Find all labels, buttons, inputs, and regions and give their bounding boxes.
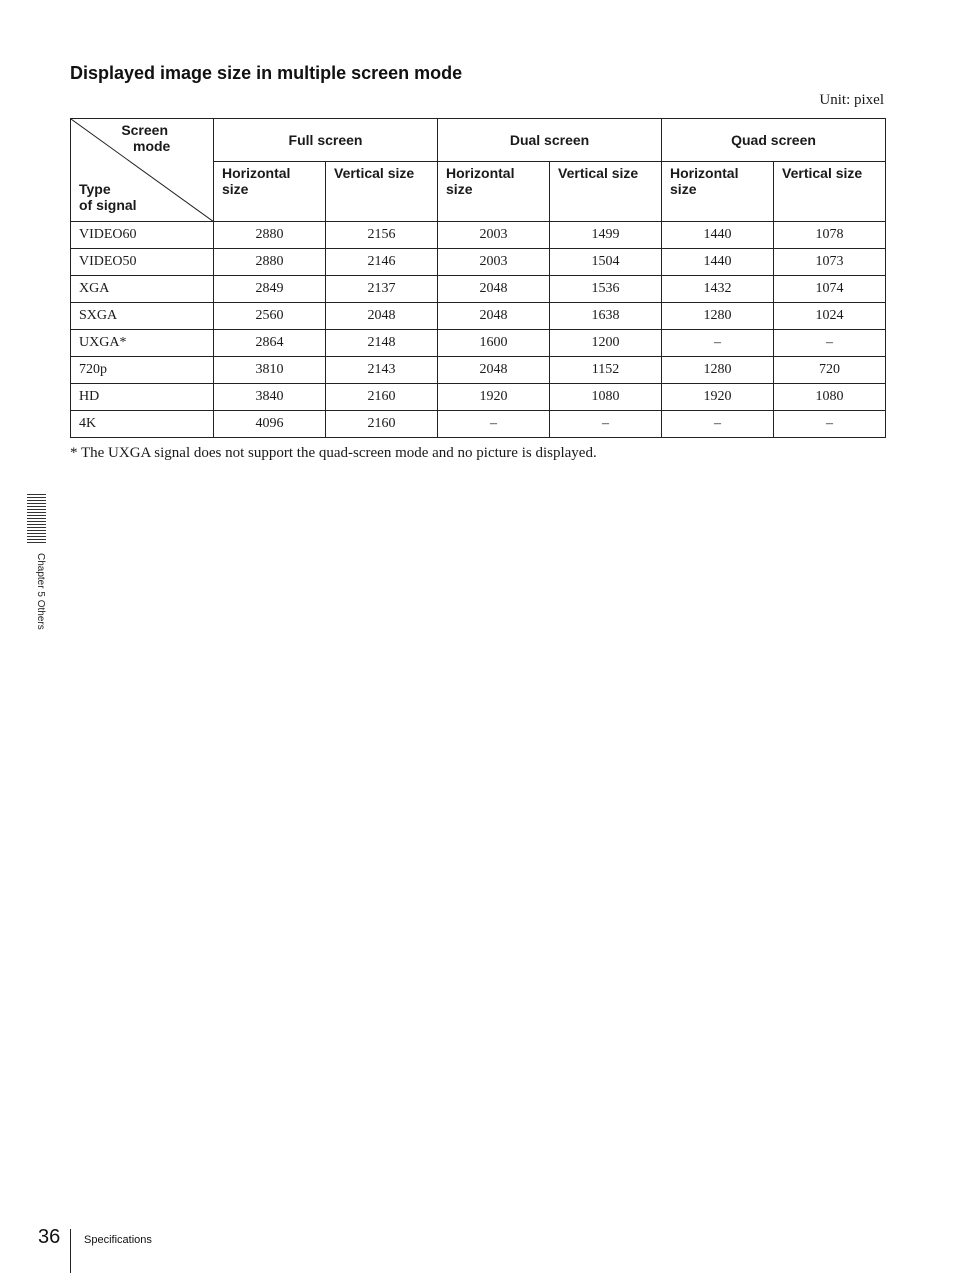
- value-cell: 3810: [214, 357, 326, 384]
- value-cell: 1280: [662, 357, 774, 384]
- value-cell: 2143: [326, 357, 438, 384]
- value-cell: 1440: [662, 222, 774, 249]
- value-cell: 2160: [326, 384, 438, 411]
- corner-screen-text: Screen: [121, 122, 169, 138]
- subheader-horizontal-size: Horizontal size: [438, 162, 550, 222]
- value-cell: 1073: [774, 249, 886, 276]
- table-row: [71, 276, 886, 303]
- value-cell: 1078: [774, 222, 886, 249]
- subheader-vertical-size: Vertical size: [326, 162, 438, 222]
- value-cell: 2048: [438, 357, 550, 384]
- value-cell: 2048: [326, 303, 438, 330]
- subheader-vertical-size: Vertical size: [550, 162, 662, 222]
- table-row: [71, 222, 886, 249]
- value-cell: –: [662, 330, 774, 357]
- header-full-screen: Full screen: [214, 119, 438, 162]
- table-row: [71, 330, 886, 357]
- table-row: [71, 249, 886, 276]
- value-cell: 1432: [662, 276, 774, 303]
- value-cell: 1080: [550, 384, 662, 411]
- value-cell: 2003: [438, 222, 550, 249]
- subheader-horizontal-size: Horizontal size: [214, 162, 326, 222]
- value-cell: 2137: [326, 276, 438, 303]
- table-row: [71, 384, 886, 411]
- chapter-tab-stripes: [27, 494, 46, 544]
- value-cell: 3840: [214, 384, 326, 411]
- value-cell: 2156: [326, 222, 438, 249]
- corner-screen-mode-label: [119, 122, 170, 154]
- corner-of-signal-text: of signal: [79, 197, 137, 213]
- section-heading: Displayed image size in multiple screen mode: [70, 63, 463, 83]
- value-cell: –: [550, 411, 662, 438]
- signal-type-cell: VIDEO60: [71, 222, 214, 249]
- signal-type-cell: 4K: [71, 411, 214, 438]
- value-cell: 4096: [214, 411, 326, 438]
- value-cell: –: [438, 411, 550, 438]
- value-cell: 2048: [438, 303, 550, 330]
- value-cell: 1080: [774, 384, 886, 411]
- value-cell: 2849: [214, 276, 326, 303]
- value-cell: 2880: [214, 249, 326, 276]
- footer-divider: [70, 1229, 71, 1273]
- page-number: 36: [38, 1226, 61, 1248]
- value-cell: 1504: [550, 249, 662, 276]
- value-cell: 2148: [326, 330, 438, 357]
- corner-type-text: Type: [79, 181, 111, 197]
- chapter-side-label: Chapter 5 Others: [35, 553, 46, 630]
- signal-type-cell: XGA: [71, 276, 214, 303]
- table-row: [71, 357, 886, 384]
- corner-signal-type-label: [79, 181, 137, 213]
- value-cell: 2160: [326, 411, 438, 438]
- value-cell: 1920: [438, 384, 550, 411]
- header-quad-screen: Quad screen: [662, 119, 886, 162]
- value-cell: 2048: [438, 276, 550, 303]
- value-cell: 2146: [326, 249, 438, 276]
- signal-type-cell: HD: [71, 384, 214, 411]
- header-dual-screen: Dual screen: [438, 119, 662, 162]
- table-row: [71, 411, 886, 438]
- value-cell: 1920: [662, 384, 774, 411]
- table-footnote: * The UXGA signal does not support the quad-screen mode and no picture is displayed.: [70, 445, 597, 461]
- subheader-horizontal-size: Horizontal size: [662, 162, 774, 222]
- value-cell: 1499: [550, 222, 662, 249]
- footer-section-name: Specifications: [84, 1234, 152, 1246]
- value-cell: 2864: [214, 330, 326, 357]
- value-cell: 1074: [774, 276, 886, 303]
- subheader-vertical-size: Vertical size: [774, 162, 886, 222]
- signal-type-cell: VIDEO50: [71, 249, 214, 276]
- value-cell: –: [774, 330, 886, 357]
- image-size-table: [70, 118, 886, 438]
- value-cell: 1024: [774, 303, 886, 330]
- signal-type-cell: 720p: [71, 357, 214, 384]
- value-cell: 1200: [550, 330, 662, 357]
- signal-type-cell: UXGA*: [71, 330, 214, 357]
- value-cell: 720: [774, 357, 886, 384]
- table-corner-cell: [71, 119, 214, 222]
- table-row: [71, 303, 886, 330]
- signal-type-cell: SXGA: [71, 303, 214, 330]
- value-cell: –: [662, 411, 774, 438]
- value-cell: 1638: [550, 303, 662, 330]
- value-cell: 1280: [662, 303, 774, 330]
- value-cell: 2560: [214, 303, 326, 330]
- value-cell: 2880: [214, 222, 326, 249]
- value-cell: 1152: [550, 357, 662, 384]
- value-cell: 2003: [438, 249, 550, 276]
- value-cell: 1536: [550, 276, 662, 303]
- value-cell: 1600: [438, 330, 550, 357]
- corner-mode-text: mode: [133, 138, 171, 154]
- value-cell: 1440: [662, 249, 774, 276]
- value-cell: –: [774, 411, 886, 438]
- unit-label: Unit: pixel: [819, 92, 884, 108]
